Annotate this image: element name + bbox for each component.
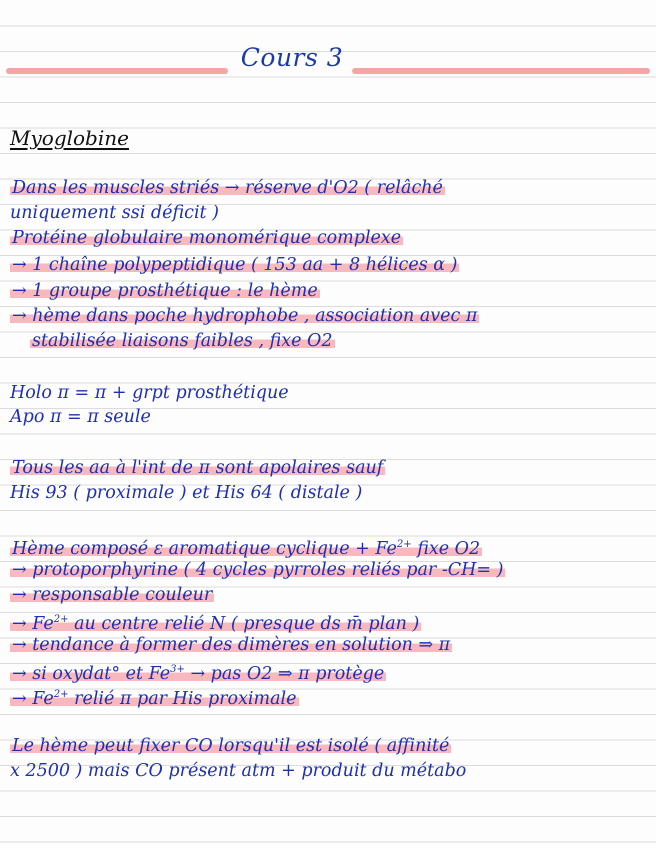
note-line: stabilisée liaisons faibles , fixe O2 [32,331,333,351]
note-line: Holo π = π + grpt prosthétique [10,383,289,403]
note-line: → si oxydat° et $Fe^{3+}$ → pas O2 ⇒ π protège [12,663,385,684]
page-title: Cours 3 [240,43,344,72]
note-line: → protoporphyrine ( 4 cycles pyrroles reliés par -CH= ) [12,560,504,580]
note-line: Tous les aa à l'int de π sont apolaires sauf [12,458,384,478]
note-line: → $Fe^{2+}$ relié π par His proximale [12,688,297,709]
note-line: → tendance à former des dimères en solution ⇒ π [12,635,451,655]
note-line: Le hème peut fixer CO lorsqu'il est isolé ( affinité [12,736,450,756]
note-line: → 1 groupe prosthétique : le hème [12,281,318,301]
note-line: His 93 ( proximale ) et His 64 ( distale ) [10,483,363,503]
note-line: Hème composé ε aromatique cyclique + $Fe^{2+}$ fixe O2 [12,538,481,559]
note-line: Dans les muscles striés → réserve d'O2 ( relâché [12,178,443,198]
note-line: Protéine globulaire monomérique complexe [12,228,402,248]
note-line: Apo π = π seule [10,407,151,427]
note-line: uniquement ssi déficit ) [10,203,219,223]
section-heading: Myoglobine [10,126,129,150]
title-rule-right [352,68,650,74]
note-line: → hème dans poche hydrophobe , association avec π [12,306,478,326]
note-line: x 2500 ) mais CO présent atm + produit du métabo [10,761,467,781]
note-line: → $Fe^{2+}$ au centre relié N ( presque ds m̄ plan ) [12,613,420,634]
title-rule-left [6,68,228,74]
note-line: → responsable couleur [12,585,213,605]
note-line: → 1 chaîne polypeptidique ( 153 aa + 8 hélices α ) [12,255,458,275]
